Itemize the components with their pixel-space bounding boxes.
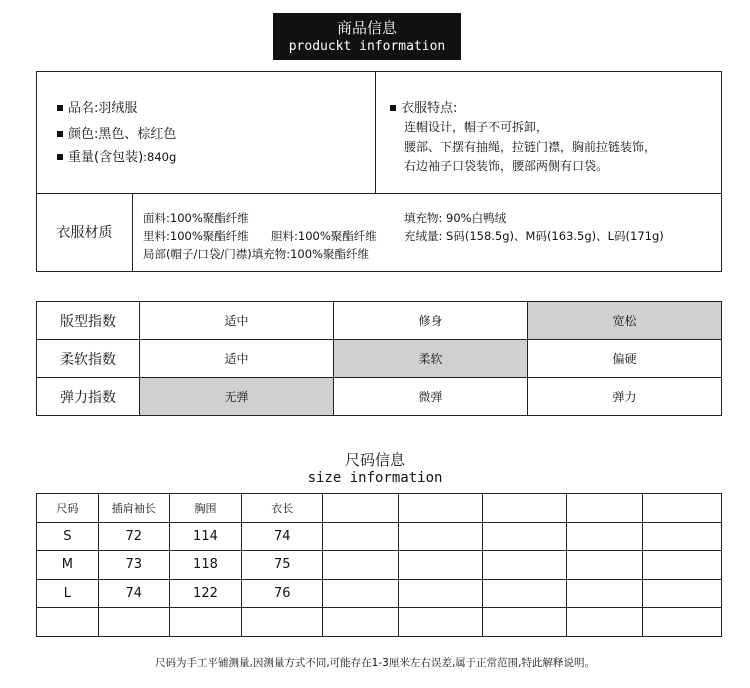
size-cell: 118 [169,551,241,580]
size-cell [483,551,566,580]
size-header-cell [399,494,483,523]
size-cell [323,608,399,637]
product-color-line [57,123,176,142]
size-cell [98,608,169,637]
features-title: 衣服特点: [401,101,458,116]
size-header-cell: 胸围 [169,494,241,523]
size-cell [323,551,399,580]
size-cell [169,608,241,637]
size-row [37,608,722,637]
size-cell [483,522,566,551]
size-cell: 114 [169,522,241,551]
index-option: 弹力 [528,378,722,416]
product-weight-line [57,146,176,165]
header-title-en: produckt information [288,39,446,54]
size-cell [642,522,721,551]
feature-line: 腰部、下摆有抽绳，拉链门襟，胸前拉链装饰， [404,140,657,154]
index-row [37,302,722,340]
weight-label: 重量(含包装) [68,150,144,165]
size-cell: S [37,522,99,551]
size-table [36,493,722,637]
partial-filling-text: 局部(帽子/口袋/门襟)填充物:100%聚酯纤维 [143,247,369,261]
product-color: 颜色:黑色、棕红色 [68,127,177,142]
features-title-line [390,97,457,116]
weight-value: :840g [143,150,177,164]
size-cell [399,522,483,551]
size-cell: 75 [242,551,323,580]
size-header-cell [642,494,721,523]
size-cell: 72 [98,522,169,551]
size-cell: 73 [98,551,169,580]
size-info-title: 尺码信息 [344,451,405,469]
size-cell [399,551,483,580]
lining-text: 里料:100%聚酯纤维 [143,229,249,243]
size-cell: 74 [242,522,323,551]
feature-line: 右边袖子口袋装饰，腰部两侧有口袋。 [404,159,609,173]
size-header-cell: 插肩袖长 [98,494,169,523]
size-cell: L [37,579,99,608]
size-row [37,522,722,551]
size-cell [566,522,642,551]
index-option: 偏硬 [528,340,722,378]
bullet-icon [390,105,396,111]
index-option: 修身 [334,302,528,340]
size-cell [566,608,642,637]
size-cell [642,608,721,637]
size-cell [323,522,399,551]
size-cell [37,608,99,637]
bullet-icon [57,131,63,137]
size-header-cell: 尺码 [37,494,99,523]
size-cell: 76 [242,579,323,608]
size-cell [642,579,721,608]
features-section [376,72,721,193]
size-header-row [37,494,722,523]
index-row [37,378,722,416]
index-option: 适中 [140,340,334,378]
size-info-subtitle: size information [307,470,443,486]
material-label: 衣服材质 [37,194,133,272]
size-cell [483,579,566,608]
header-title-cn: 商品信息 [336,19,397,37]
fabric-text: 面料:100%聚酯纤维 [143,211,249,225]
index-option: 柔软 [334,340,528,378]
size-cell [242,608,323,637]
bullet-icon [57,105,63,111]
product-name-line [57,97,137,116]
index-label: 版型指数 [37,302,140,340]
size-cell: 74 [98,579,169,608]
filling-text: 填充物: 90%白鸭绒 [404,211,507,225]
index-label: 弹力指数 [37,378,140,416]
feature-line: 连帽设计，帽子不可拆卸， [404,120,549,134]
size-cell [642,551,721,580]
size-cell [399,579,483,608]
index-table [36,301,722,416]
bullet-icon [57,154,63,160]
size-note: 尺码为手工平铺测量,因测量方式不同,可能存在1-3厘米左右误差,属于正常范围,特此解释说明。 [155,657,595,669]
size-header-cell [323,494,399,523]
product-info-box [36,71,722,272]
product-info-header [273,13,461,60]
size-header-cell: 衣长 [242,494,323,523]
index-row [37,340,722,378]
size-cell [566,579,642,608]
product-name: 品名:羽绒服 [68,101,138,116]
basic-info-section [37,72,376,193]
size-header-cell [566,494,642,523]
liner-text: 胆料:100%聚酯纤维 [271,229,377,243]
index-option: 宽松 [528,302,722,340]
index-label: 柔软指数 [37,340,140,378]
index-option: 适中 [140,302,334,340]
size-row [37,551,722,580]
size-cell: 122 [169,579,241,608]
size-cell [566,551,642,580]
size-header-cell [483,494,566,523]
size-cell [323,579,399,608]
index-option: 微弹 [334,378,528,416]
size-cell [399,608,483,637]
size-cell: M [37,551,99,580]
size-row [37,579,722,608]
index-option: 无弹 [140,378,334,416]
size-cell [483,608,566,637]
material-section [37,193,721,271]
fill-amount-text: 充绒量: S码(158.5g)、M码(163.5g)、L码(171g) [404,229,664,243]
